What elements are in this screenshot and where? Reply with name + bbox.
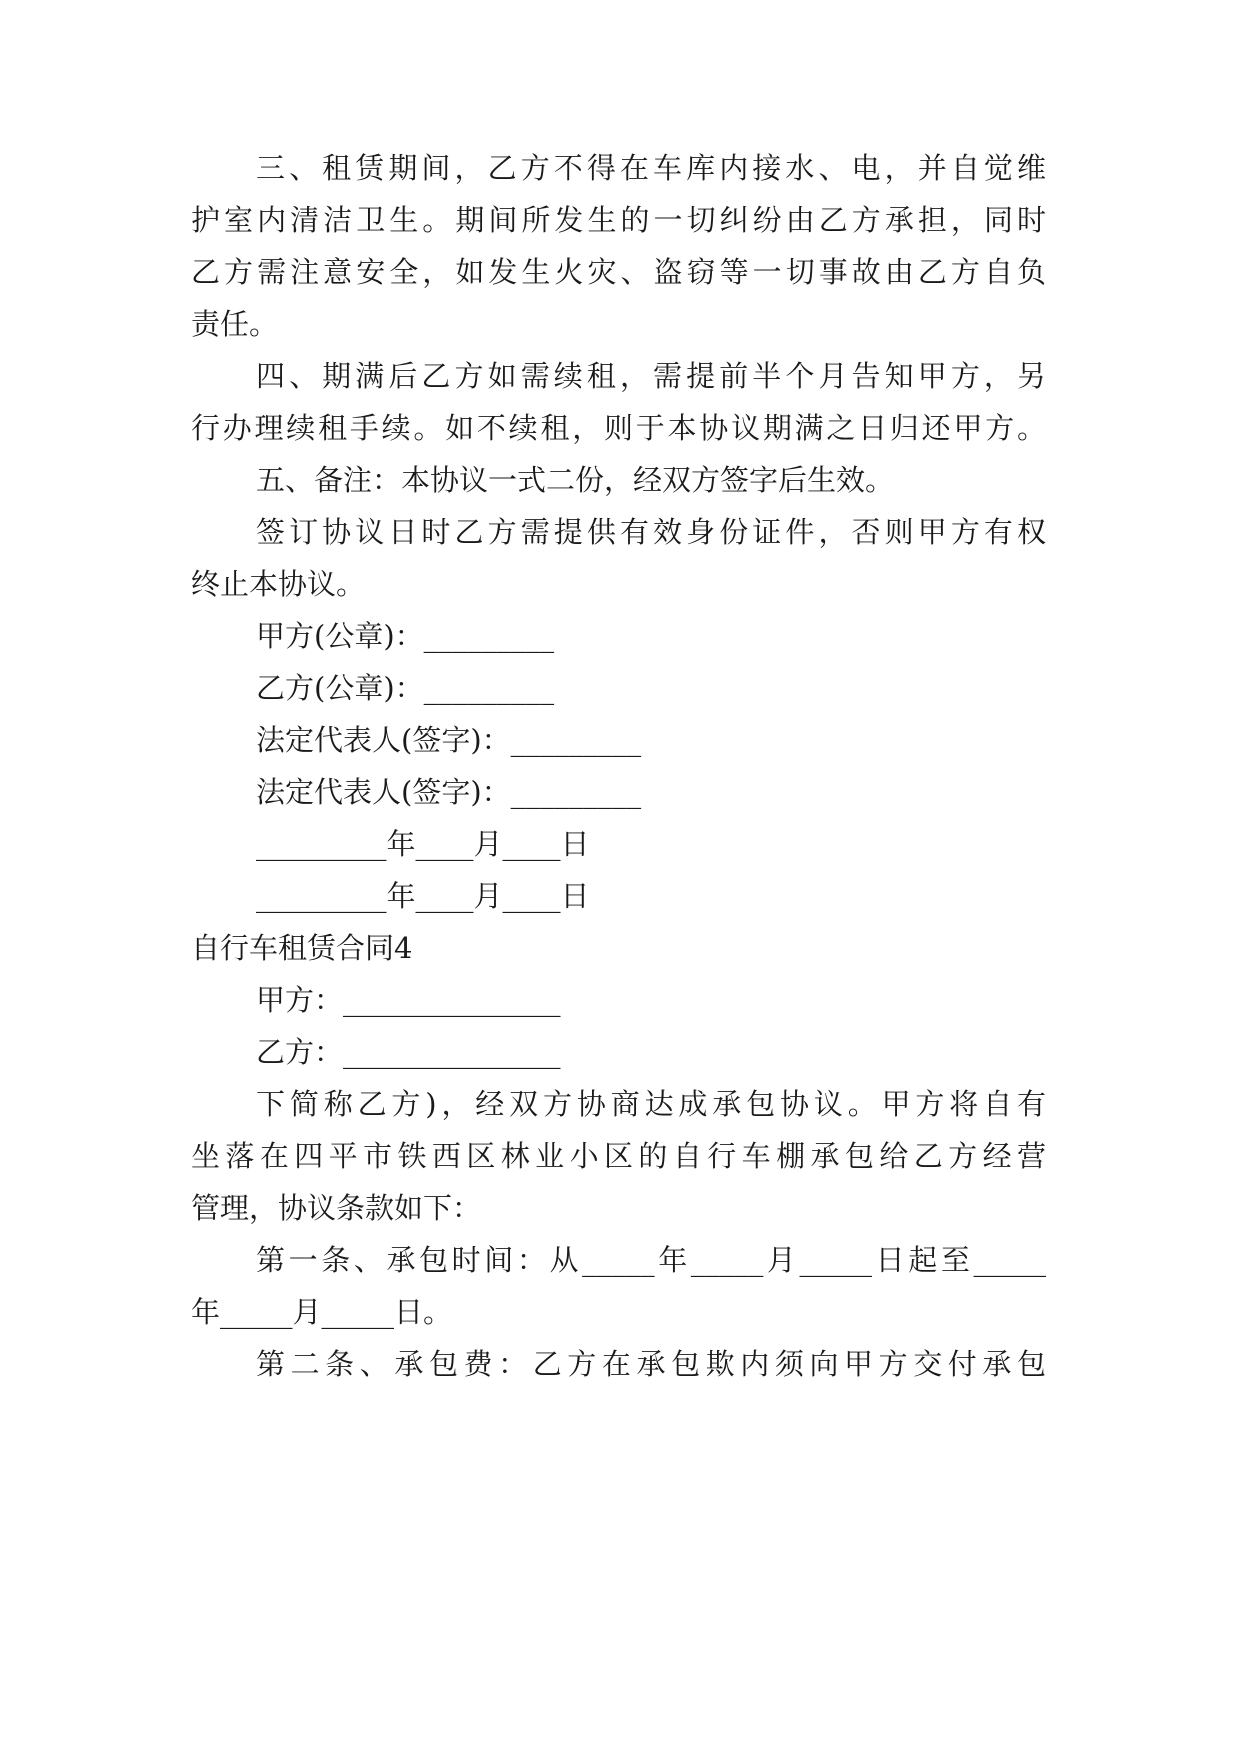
- date-line: _________年____月____日: [256, 827, 590, 861]
- paragraph-line: 签订协议日时乙方需提供有效身份证件，否则甲方有权: [256, 515, 1046, 549]
- paragraph-line: 坐落在四平市铁西区林业小区的自行车棚承包给乙方经营: [191, 1139, 1046, 1173]
- paragraph-line: 责任。: [191, 307, 279, 341]
- paragraph-line: 下简称乙方)，经双方协商达成承包协议。甲方将自有: [256, 1087, 1046, 1121]
- paragraph-line: 乙方需注意安全，如发生火灾、盗窃等一切事故由乙方自负: [191, 255, 1046, 289]
- paragraph-line: 四、期满后乙方如需续租，需提前半个月告知甲方，另: [256, 359, 1046, 393]
- paragraph-line: 管理，协议条款如下：: [191, 1191, 482, 1225]
- clause-line: 第二条、承包费：乙方在承包欺内须向甲方交付承包: [256, 1347, 1046, 1381]
- party-a-line: 甲方：_______________: [256, 983, 561, 1017]
- party-b-line: 乙方：_______________: [256, 1035, 561, 1069]
- paragraph-line: 行办理续租手续。如不续租，则于本协议期满之日归还甲方。: [191, 411, 1046, 445]
- signature-line-legal-rep: 法定代表人(签字)：_________: [256, 775, 642, 809]
- paragraph-line: 护室内清洁卫生。期间所发生的一切纠纷由乙方承担，同时: [191, 203, 1046, 237]
- clause-line: 第一条、承包时间：从_____年_____月_____日起至_____: [256, 1243, 1046, 1277]
- signature-line-party-a: 甲方(公章)：_________: [256, 619, 555, 653]
- clause-line: 年_____月_____日。: [191, 1295, 453, 1329]
- signature-line-party-b: 乙方(公章)：_________: [256, 671, 555, 705]
- section-title: 自行车租赁合同4: [191, 931, 413, 965]
- paragraph-line: 三、租赁期间，乙方不得在车库内接水、电，并自觉维: [256, 151, 1046, 185]
- signature-line-legal-rep: 法定代表人(签字)：_________: [256, 723, 642, 757]
- paragraph-line: 终止本协议。: [191, 567, 366, 601]
- paragraph-line: 五、备注：本协议一式二份，经双方签字后生效。: [256, 463, 895, 497]
- date-line: _________年____月____日: [256, 879, 590, 913]
